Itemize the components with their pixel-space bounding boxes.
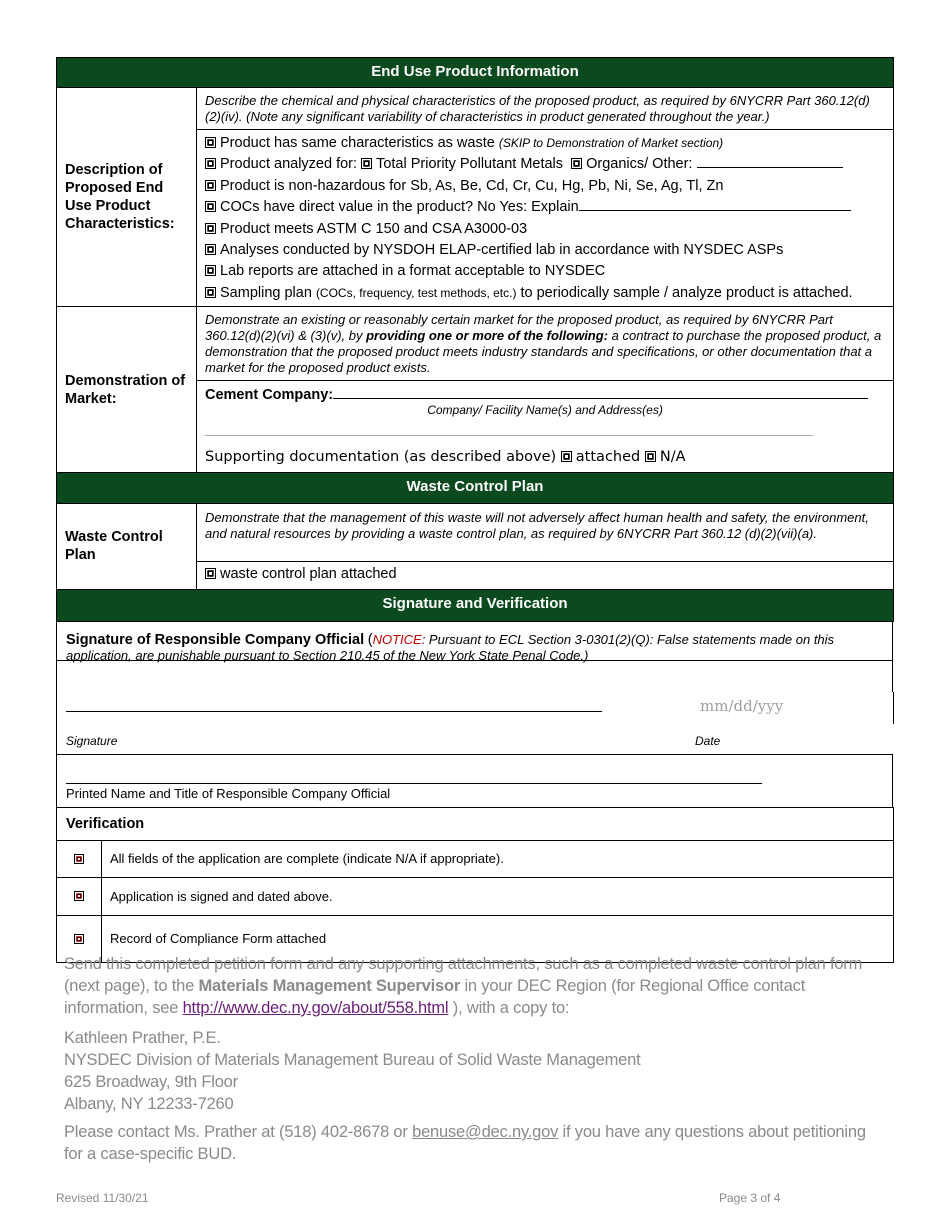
region-contact-link[interactable]: http://www.dec.ny.gov/about/558.html <box>182 999 449 1017</box>
option-astm: Product meets ASTM C 150 and CSA A3000-03 <box>205 219 885 240</box>
verification-table <box>56 807 894 963</box>
cement-company-line: Cement Company: <box>205 384 885 403</box>
option-same-characteristics: Product has same characteristics as waste (SKIP to Demonstration of Market section) <box>205 133 885 154</box>
checkbox-cocs-value[interactable] <box>205 201 216 212</box>
option-sampling-plan: Sampling plan (COCs, frequency, test methods, etc.) to periodically sample / analyze product is attached. <box>205 283 885 304</box>
printed-name-label: Printed Name and Title of Responsible Company Official <box>66 785 391 801</box>
waste-control-label: Waste Control Plan <box>57 504 197 589</box>
address-block <box>64 1027 641 1115</box>
end-use-options <box>197 130 894 307</box>
checkbox-lab-reports[interactable] <box>205 265 216 276</box>
verify-signed-dated: Application is signed and dated above. <box>102 877 894 915</box>
cocs-explain-field[interactable] <box>579 197 851 211</box>
option-lab-reports: Lab reports are attached in a format acceptable to NYSDEC <box>205 261 885 282</box>
market-description: Demonstrate an existing or reasonably certain market for the proposed product, as required by 6NYCRR Part 360.12(d)(2)(vi) & (3)(v), by providing one or more of the following: a contract to purchase the proposed product, a demonstration that the proposed product meets industry standards and specifications, or other documentation that a market for the proposed product exists. <box>197 307 894 381</box>
address-line: Kathleen Prather, P.E. <box>64 1029 221 1047</box>
checkbox-signed-dated[interactable] <box>74 891 84 901</box>
verify-fields-complete: All fields of the application are complete (indicate N/A if appropriate). <box>102 840 894 877</box>
organics-other-field[interactable] <box>697 154 843 168</box>
company-caption: Company/ Facility Name(s) and Address(es) <box>427 403 663 418</box>
checkbox-product-analyzed[interactable] <box>205 158 216 169</box>
checkbox-organics-other[interactable] <box>571 158 582 169</box>
verify-compliance-form: Record of Compliance Form attached <box>102 915 894 962</box>
verify-check-cell <box>57 840 102 877</box>
signature-row <box>56 692 893 754</box>
contact-email-link[interactable]: benuse@dec.ny.gov <box>412 1123 559 1141</box>
checkbox-sampling-plan[interactable] <box>205 287 216 298</box>
checkbox-supporting-attached[interactable] <box>561 451 572 462</box>
market-label: Demonstration of Market: <box>57 307 197 473</box>
checkbox-priority-metals[interactable] <box>361 158 372 169</box>
divider <box>56 660 893 661</box>
option-elap-lab: Analyses conducted by NYSDOH ELAP-certified lab in accordance with NYSDEC ASPs <box>205 240 885 261</box>
supporting-docs-line: Supporting documentation (as described above) attached N/A <box>205 449 686 466</box>
printed-name-row <box>56 754 893 807</box>
date-field[interactable]: mm/dd/yyy <box>700 696 784 715</box>
waste-control-description: Demonstrate that the management of this waste will not adversely affect human health and safety, the environment, and natural resources by providing a waste control plan, as required by 6NYCRR Part 360.12 (d)(2)(vii)(a). <box>197 504 894 562</box>
checkbox-elap-lab[interactable] <box>205 244 216 255</box>
send-instructions: Send this completed petition form and any supporting attachments, such as a completed waste control plan form (next page), to the Materials Management Supervisor in your DEC Region (for Regional Office contact information, see http://www.dec.ny.gov/about/558.html ), with a copy to: <box>64 955 863 1017</box>
petition-form <box>56 57 893 963</box>
end-use-description: Describe the chemical and physical characteristics of the proposed product, as required by 6NYCRR Part 360.12(d)(2)(iv). (Note any significant variability of characteristics in product generated throughout the year.) <box>197 88 894 130</box>
cement-company-field[interactable] <box>333 384 868 399</box>
printed-name-field[interactable] <box>66 783 762 784</box>
end-use-label: Description of Proposed End Use Product Characteristics: <box>57 88 197 307</box>
address-line: 625 Broadway, 9th Floor <box>64 1073 238 1091</box>
signature-field[interactable] <box>66 711 602 712</box>
option-product-analyzed: Product analyzed for: Total Priority Pollutant Metals Organics/ Other: <box>205 154 885 175</box>
signature-notice-text: Signature of Responsible Company Official (NOTICE: Pursuant to ECL Section 3-0301(2)(Q): False statements made on this application, are punishable pursuant to Section 210.45 of the New York State Penal Code.) <box>66 631 835 663</box>
end-use-header: End Use Product Information <box>57 58 894 88</box>
address-line: NYSDEC Division of Materials Management Bureau of Solid Waste Management <box>64 1051 641 1069</box>
checkbox-fields-complete[interactable] <box>74 854 84 864</box>
market-company-cell <box>197 381 894 473</box>
company-address-field[interactable] <box>205 417 813 436</box>
contact-text: Please contact Ms. Prather at (518) 402-8678 or benuse@dec.ny.gov if you have any questions about petitioning for a case-specific BUD. <box>64 1123 866 1163</box>
verify-check-cell <box>57 877 102 915</box>
signature-header: Signature and Verification <box>57 589 894 621</box>
signature-label: Signature <box>66 733 118 748</box>
checkbox-non-hazardous[interactable] <box>205 180 216 191</box>
checkbox-supporting-na[interactable] <box>645 451 656 462</box>
page-number: Page 3 of 4 <box>719 1191 781 1205</box>
signature-notice <box>56 622 893 692</box>
checkbox-astm[interactable] <box>205 223 216 234</box>
verification-label: Verification <box>57 807 894 840</box>
checkbox-compliance-form[interactable] <box>74 934 84 944</box>
date-label: Date <box>695 733 721 748</box>
waste-control-header: Waste Control Plan <box>57 473 894 504</box>
option-non-hazardous: Product is non-hazardous for Sb, As, Be, Cd, Cr, Cu, Hg, Pb, Ni, Se, Ag, Tl, Zn <box>205 176 885 197</box>
end-use-table <box>56 57 894 622</box>
address-line: Albany, NY 12233-7260 <box>64 1095 234 1113</box>
date-border <box>893 692 894 724</box>
revised-date: Revised 11/30/21 <box>56 1191 149 1205</box>
waste-control-attached-cell: waste control plan attached <box>197 562 894 589</box>
checkbox-waste-control-attached[interactable] <box>205 568 216 579</box>
checkbox-same-characteristics[interactable] <box>205 137 216 148</box>
option-cocs-value: COCs have direct value in the product? No Yes: Explain <box>205 197 885 218</box>
